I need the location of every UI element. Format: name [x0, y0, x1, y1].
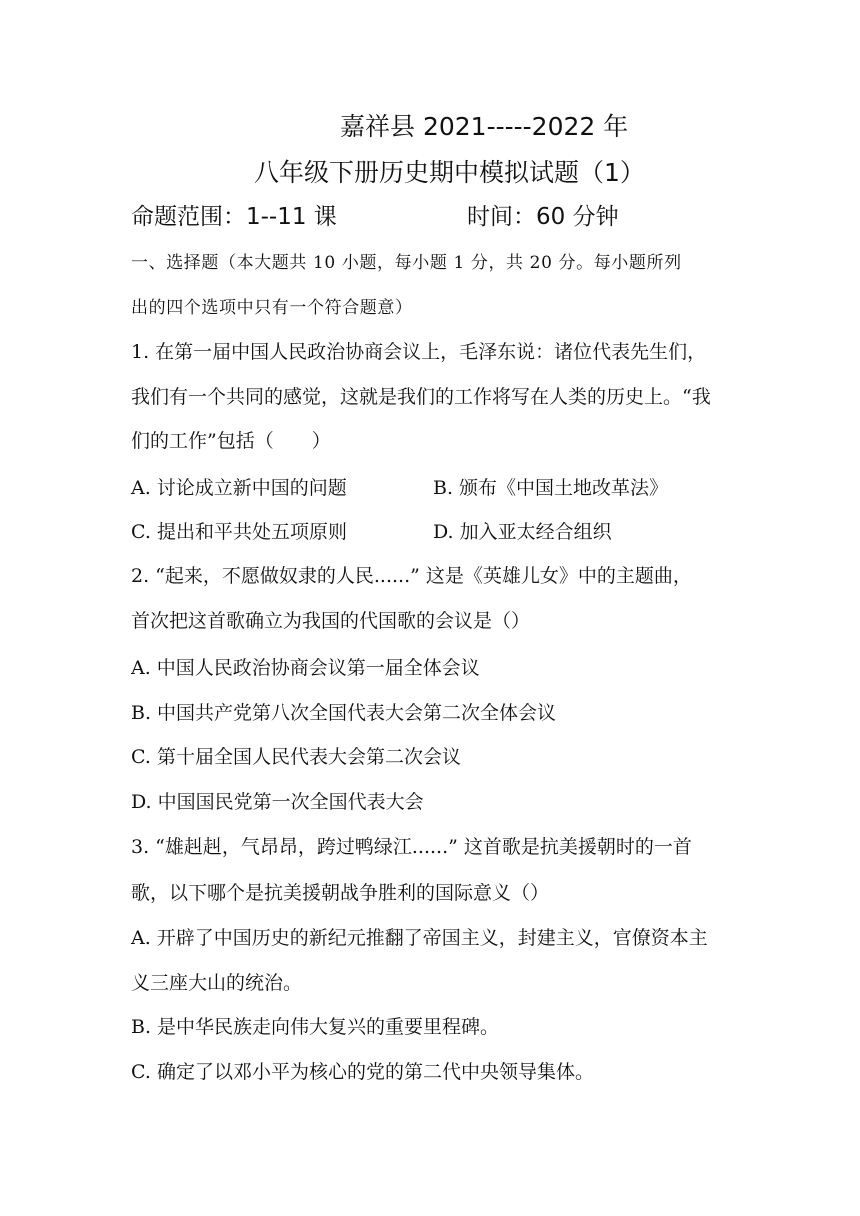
q1-options-row2	[131, 523, 731, 542]
exam-scope: 命题范围：1--11 课	[131, 204, 337, 230]
q3-option-a-line1: A. 开辟了中国历史的新纪元推翻了帝国主义，封建主义，官僚资本主	[131, 927, 708, 949]
q3-stem-line2: 歌，以下哪个是抗美援朝战争胜利的国际意义（）	[131, 882, 550, 904]
exam-time: 时间：60 分钟	[467, 204, 619, 230]
q3-stem-line1: 3. “雄赳赳，气昂昂，跨过鸭绿江......” 这首歌是抗美援朝时的一首	[131, 836, 692, 858]
q2-option-a: A. 中国人民政治协商会议第一届全体会议	[131, 657, 480, 679]
q1-options-row1	[131, 479, 731, 498]
q3-option-b: B. 是中华民族走向伟大复兴的重要里程碑。	[131, 1016, 500, 1038]
q1-stem-line1: 1. 在第一届中国人民政治协商会议上，毛泽东说：诸位代表先生们，	[131, 341, 707, 363]
exam-title-line2: 八年级下册历史期中模拟试题（1）	[254, 158, 645, 187]
q1-option-b: B. 颁布《中国土地改革法》	[433, 477, 669, 499]
exam-title-line1: 嘉祥县 2021-----2022 年	[340, 112, 629, 141]
section-heading-line1: 一、选择题（本大题共 10 小题，每小题 1 分，共 20 分。每小题所列	[131, 253, 682, 273]
q2-option-d: D. 中国国民党第一次全国代表大会	[131, 791, 424, 813]
q2-option-c: C. 第十届全国人民代表大会第二次会议	[131, 746, 461, 768]
q1-stem-line3: 们的工作”包括（ ）	[131, 430, 331, 452]
q3-option-c: C. 确定了以邓小平为核心的党的第二代中央领导集体。	[131, 1061, 594, 1083]
q3-option-a-line2: 义三座大山的统治。	[131, 972, 303, 994]
q1-option-d: D. 加入亚太经合组织	[433, 521, 612, 543]
exam-meta	[131, 206, 731, 229]
q1-stem-line2: 我们有一个共同的感觉，这就是我们的工作将写在人类的历史上。“我	[131, 386, 711, 408]
section-heading-line2: 出的四个选项中只有一个符合题意）	[131, 298, 413, 318]
q1-option-c: C. 提出和平共处五项原则	[131, 521, 347, 543]
q2-option-b: B. 中国共产党第八次全国代表大会第二次全体会议	[131, 702, 557, 724]
q2-stem-line2: 首次把这首歌确立为我国的代国歌的会议是（）	[131, 610, 531, 632]
q1-option-a: A. 讨论成立新中国的问题	[131, 477, 347, 499]
q2-stem-line1: 2. “起来，不愿做奴隶的人民......” 这是《英雄儿女》中的主题曲，	[131, 565, 692, 587]
